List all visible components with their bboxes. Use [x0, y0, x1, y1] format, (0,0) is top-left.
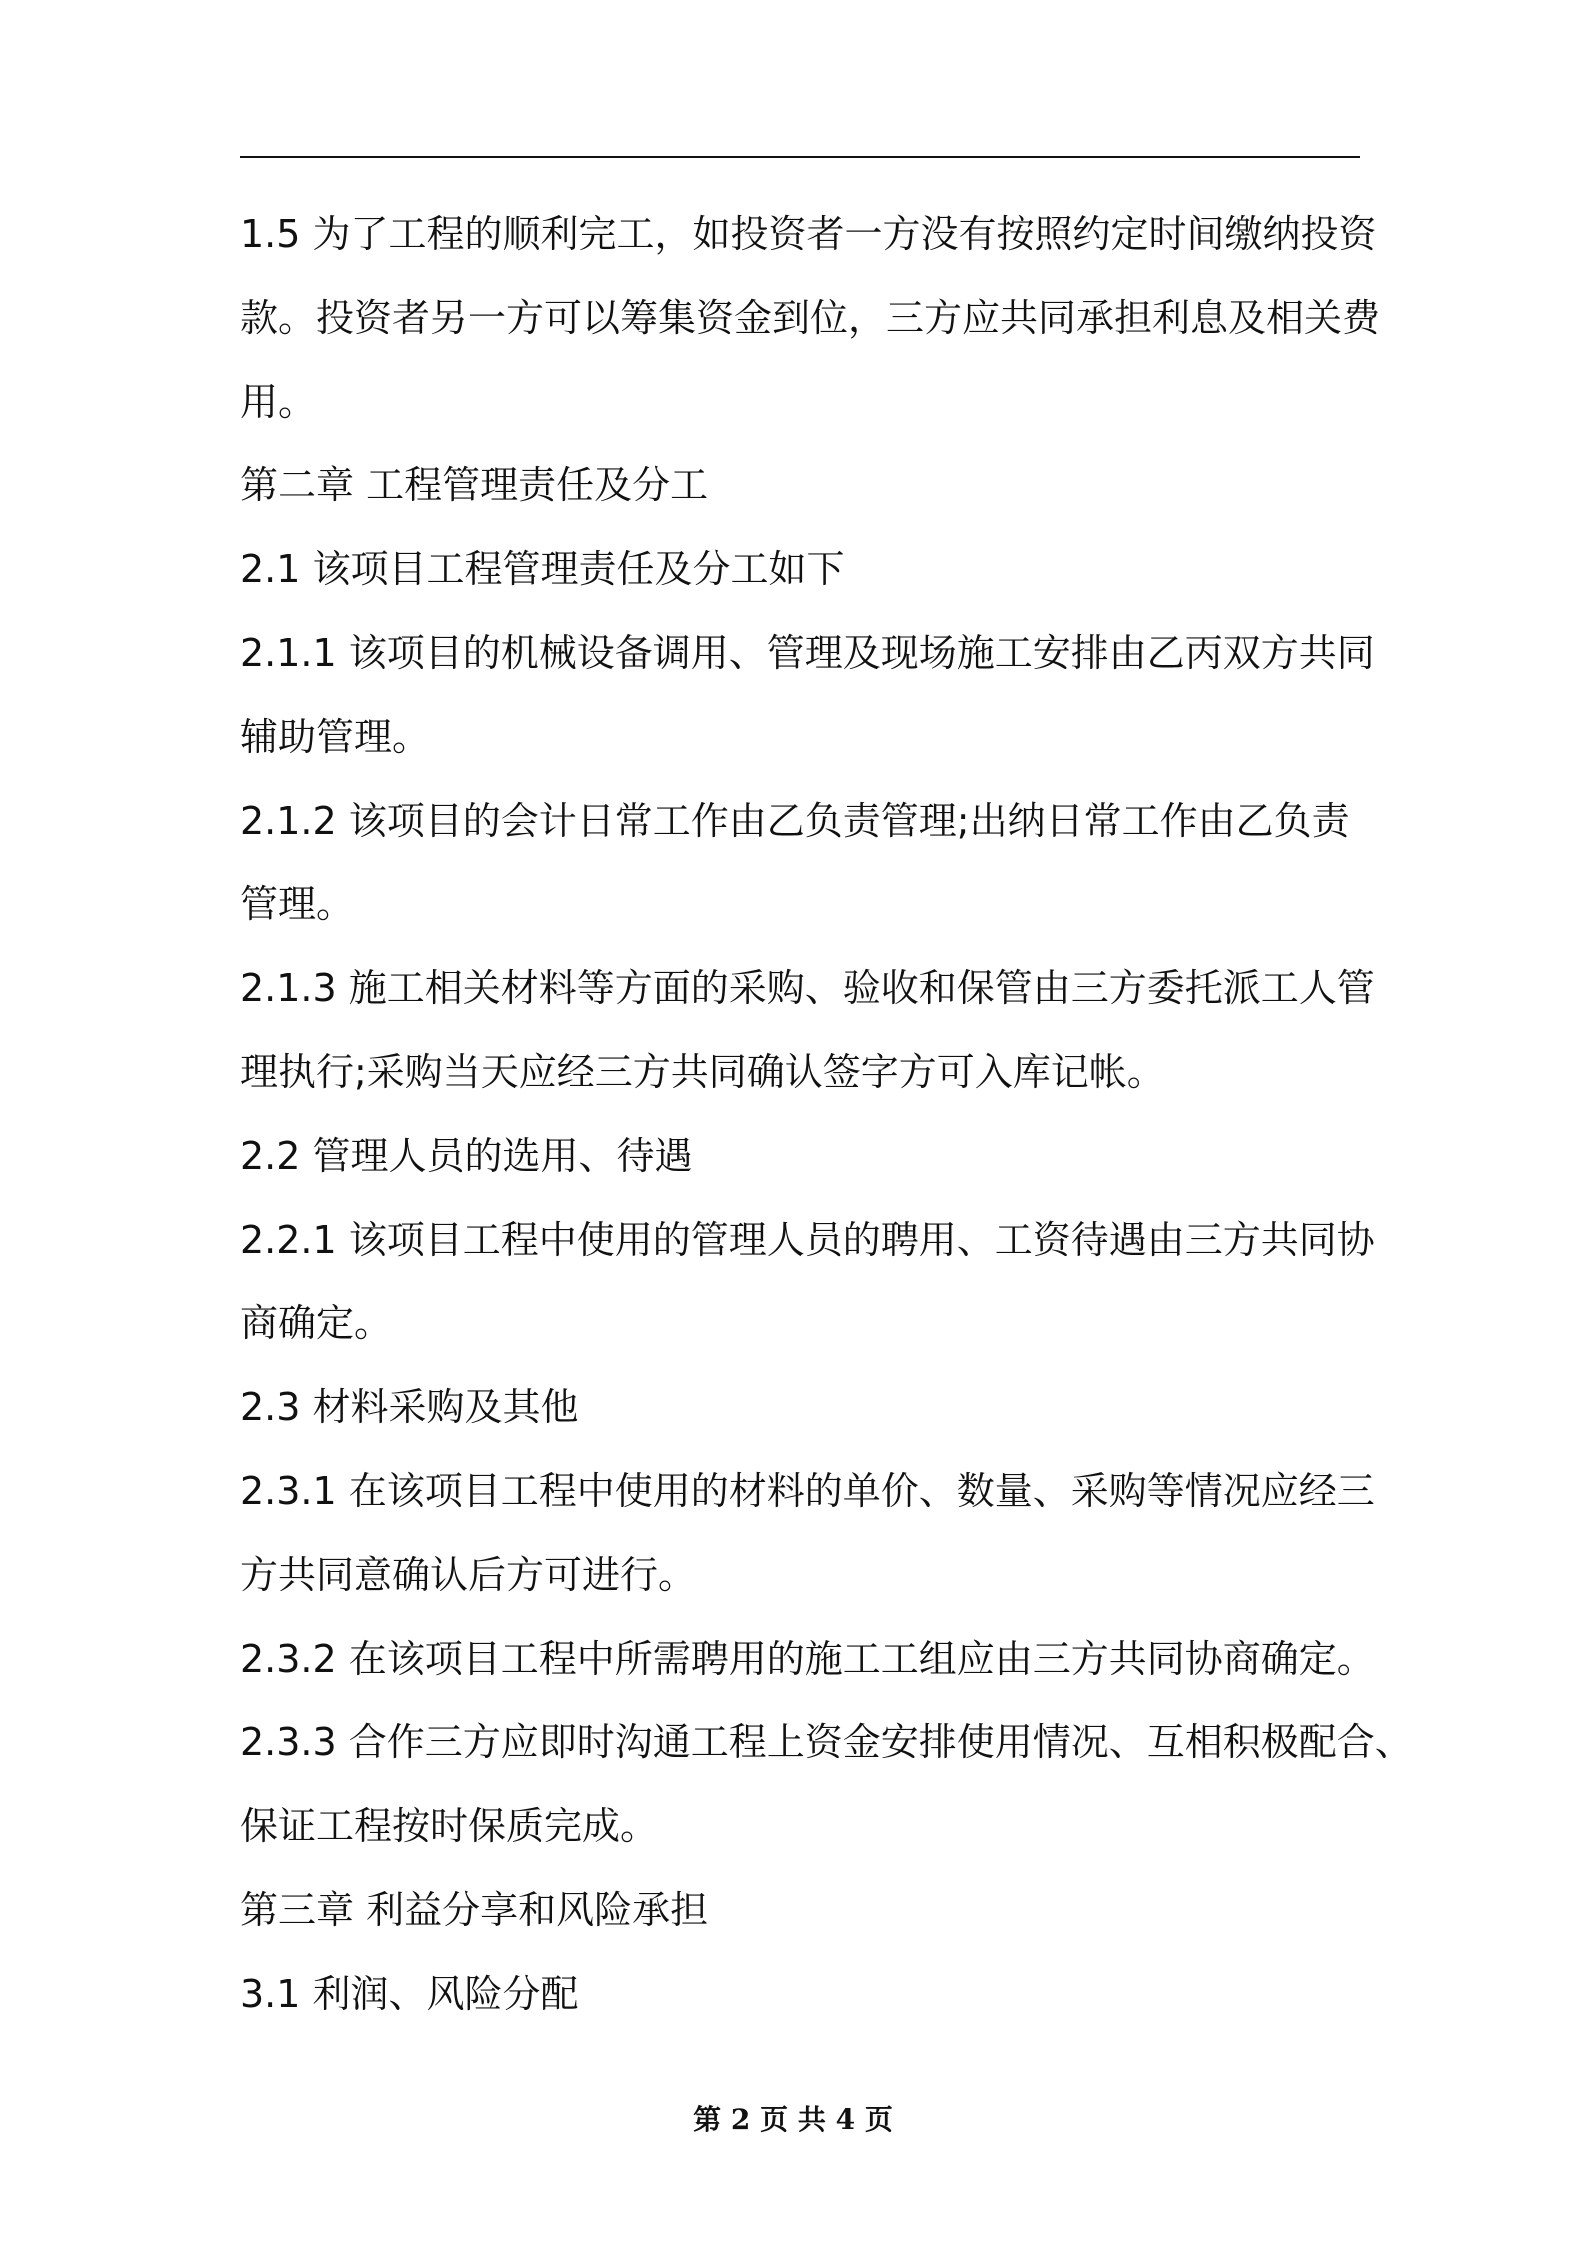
section-heading: 2.3 材料采购及其他: [240, 1385, 579, 1430]
header-rule: [240, 156, 1360, 158]
page-number-footer: 第 2 页 共 4 页: [693, 2103, 893, 2136]
text-line: 保证工程按时保质完成。: [240, 1804, 659, 1849]
text-line: 2.1.1 该项目的机械设备调用、管理及现场施工安排由乙丙双方共同: [240, 630, 1375, 675]
section-heading: 2.2 管理人员的选用、待遇: [240, 1133, 693, 1178]
text-line: 2.3.2 在该项目工程中所需聘用的施工工组应由三方共同协商确定。: [240, 1636, 1375, 1681]
text-line: 商确定。: [240, 1301, 393, 1346]
text-line: 理执行;采购当天应经三方共同确认签字方可入库记帐。: [240, 1049, 1165, 1094]
text-line: 用。: [240, 379, 317, 424]
text-line: 方共同意确认后方可进行。: [240, 1552, 697, 1597]
document-body: [240, 193, 1413, 2037]
text-line: 2.3.3 合作三方应即时沟通工程上资金安排使用情况、互相积极配合、: [240, 1720, 1413, 1765]
text-line: 2.3.1 在该项目工程中使用的材料的单价、数量、采购等情况应经三: [240, 1468, 1375, 1513]
chapter-heading: 第三章 利益分享和风险承担: [240, 1887, 709, 1932]
text-line: 1.5 为了工程的顺利完工，如投资者一方没有按照约定时间缴纳投资: [240, 212, 1377, 256]
text-line: 管理。: [240, 882, 355, 927]
chapter-heading: 第二章 工程管理责任及分工: [240, 463, 709, 508]
text-line: 2.1.2 该项目的会计日常工作由乙负责管理;出纳日常工作由乙负责: [240, 798, 1350, 843]
text-line: 款。投资者另一方可以筹集资金到位，三方应共同承担利息及相关费: [240, 295, 1381, 340]
section-heading: 2.1 该项目工程管理责任及分工如下: [240, 547, 845, 592]
section-heading: 3.1 利润、风险分配: [240, 1971, 579, 2016]
text-line: 2.1.3 施工相关材料等方面的采购、验收和保管由三方委托派工人管: [240, 966, 1375, 1011]
text-line: 辅助管理。: [240, 714, 431, 759]
text-line: 2.2.1 该项目工程中使用的管理人员的聘用、工资待遇由三方共同协: [240, 1217, 1375, 1262]
